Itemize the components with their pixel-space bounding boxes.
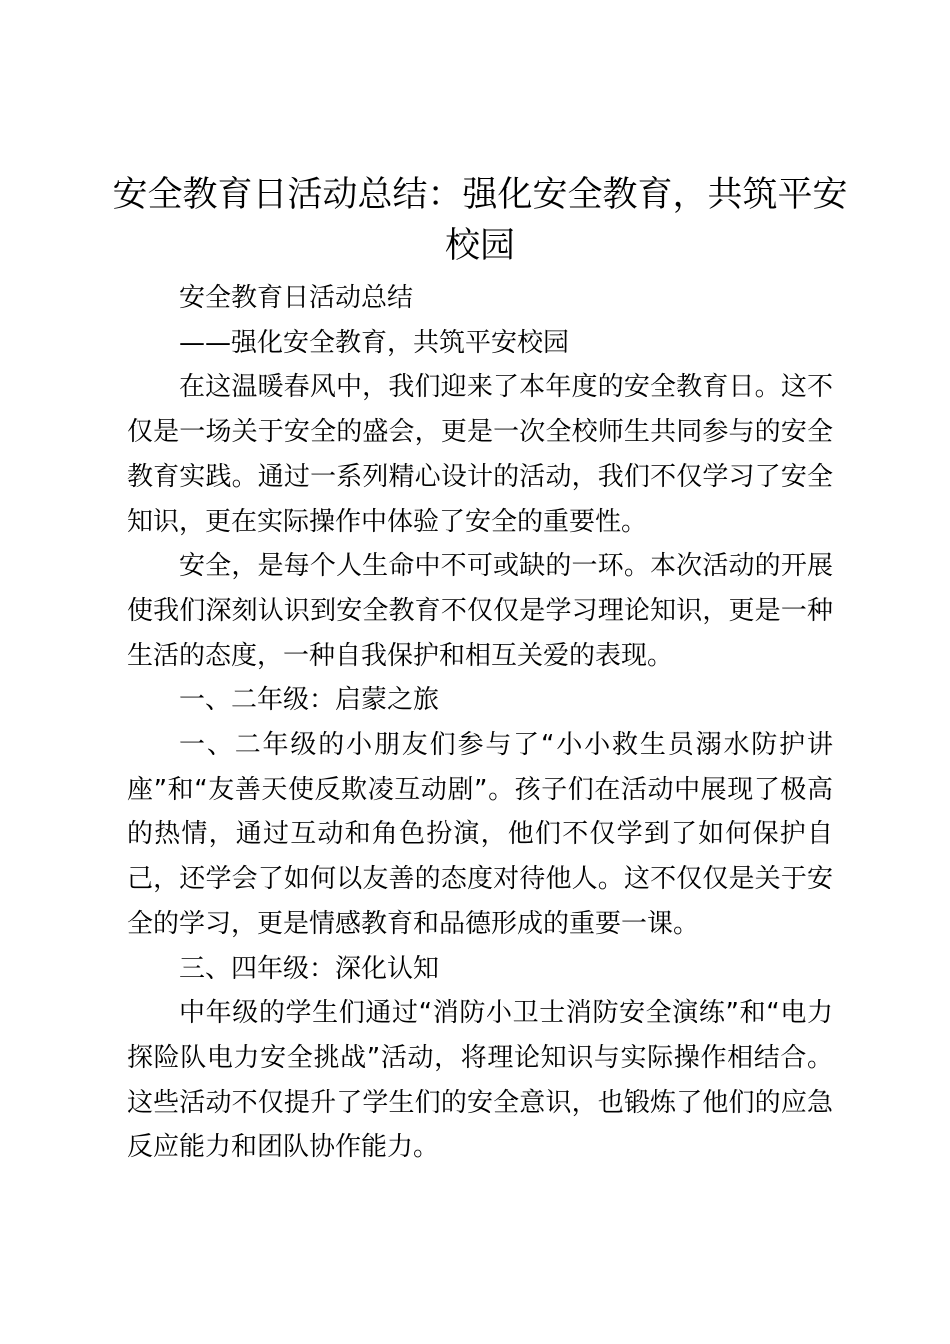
paragraph-heading: 安全教育日活动总结 [179, 283, 414, 313]
document-title: 安全教育日活动总结：强化安全教育，共筑平安校园 [112, 175, 848, 266]
paragraph-intro: 在这温暖春风中，我们迎来了本年度的安全教育日。这不仅是一场关于安全的盛会，更是一次全校师生共同参与的安全教育实践。通过一系列精心设计的活动，我们不仅学习了安全知识，更在实际操作中体验了安全的重要性。 [127, 372, 833, 537]
document-body [127, 276, 833, 1170]
paragraph-grade-1-2: 一、二年级的小朋友们参与了“小小救生员溺水防护讲座”和“友善天使反欺凌互动剧”。孩子们在活动中展现了极高的热情，通过互动和角色扮演，他们不仅学到了如何保护自己，还学会了如何以友善的态度对待他人。这不仅仅是关于安全的学习，更是情感教育和品德形成的重要一课。 [127, 730, 833, 939]
paragraph-safety: 安全，是每个人生命中不可或缺的一环。本次活动的开展使我们深刻认识到安全教育不仅仅是学习理论知识，更是一种生活的态度，一种自我保护和相互关爱的表现。 [127, 551, 833, 671]
paragraph-subheading: ——强化安全教育，共筑平安校园 [179, 327, 570, 358]
paragraph-grade-3-4: 中年级的学生们通过“消防小卫士消防安全演练”和“电力探险队电力安全挑战”活动，将理论知识与实际操作相结合。这些活动不仅提升了学生们的安全意识，也锻炼了他们的应急反应能力和团队协作能力。 [127, 998, 833, 1163]
section-heading-grade-1-2: 一、二年级：启蒙之旅 [179, 685, 440, 716]
section-heading-grade-3-4: 三、四年级：深化认知 [179, 953, 440, 984]
